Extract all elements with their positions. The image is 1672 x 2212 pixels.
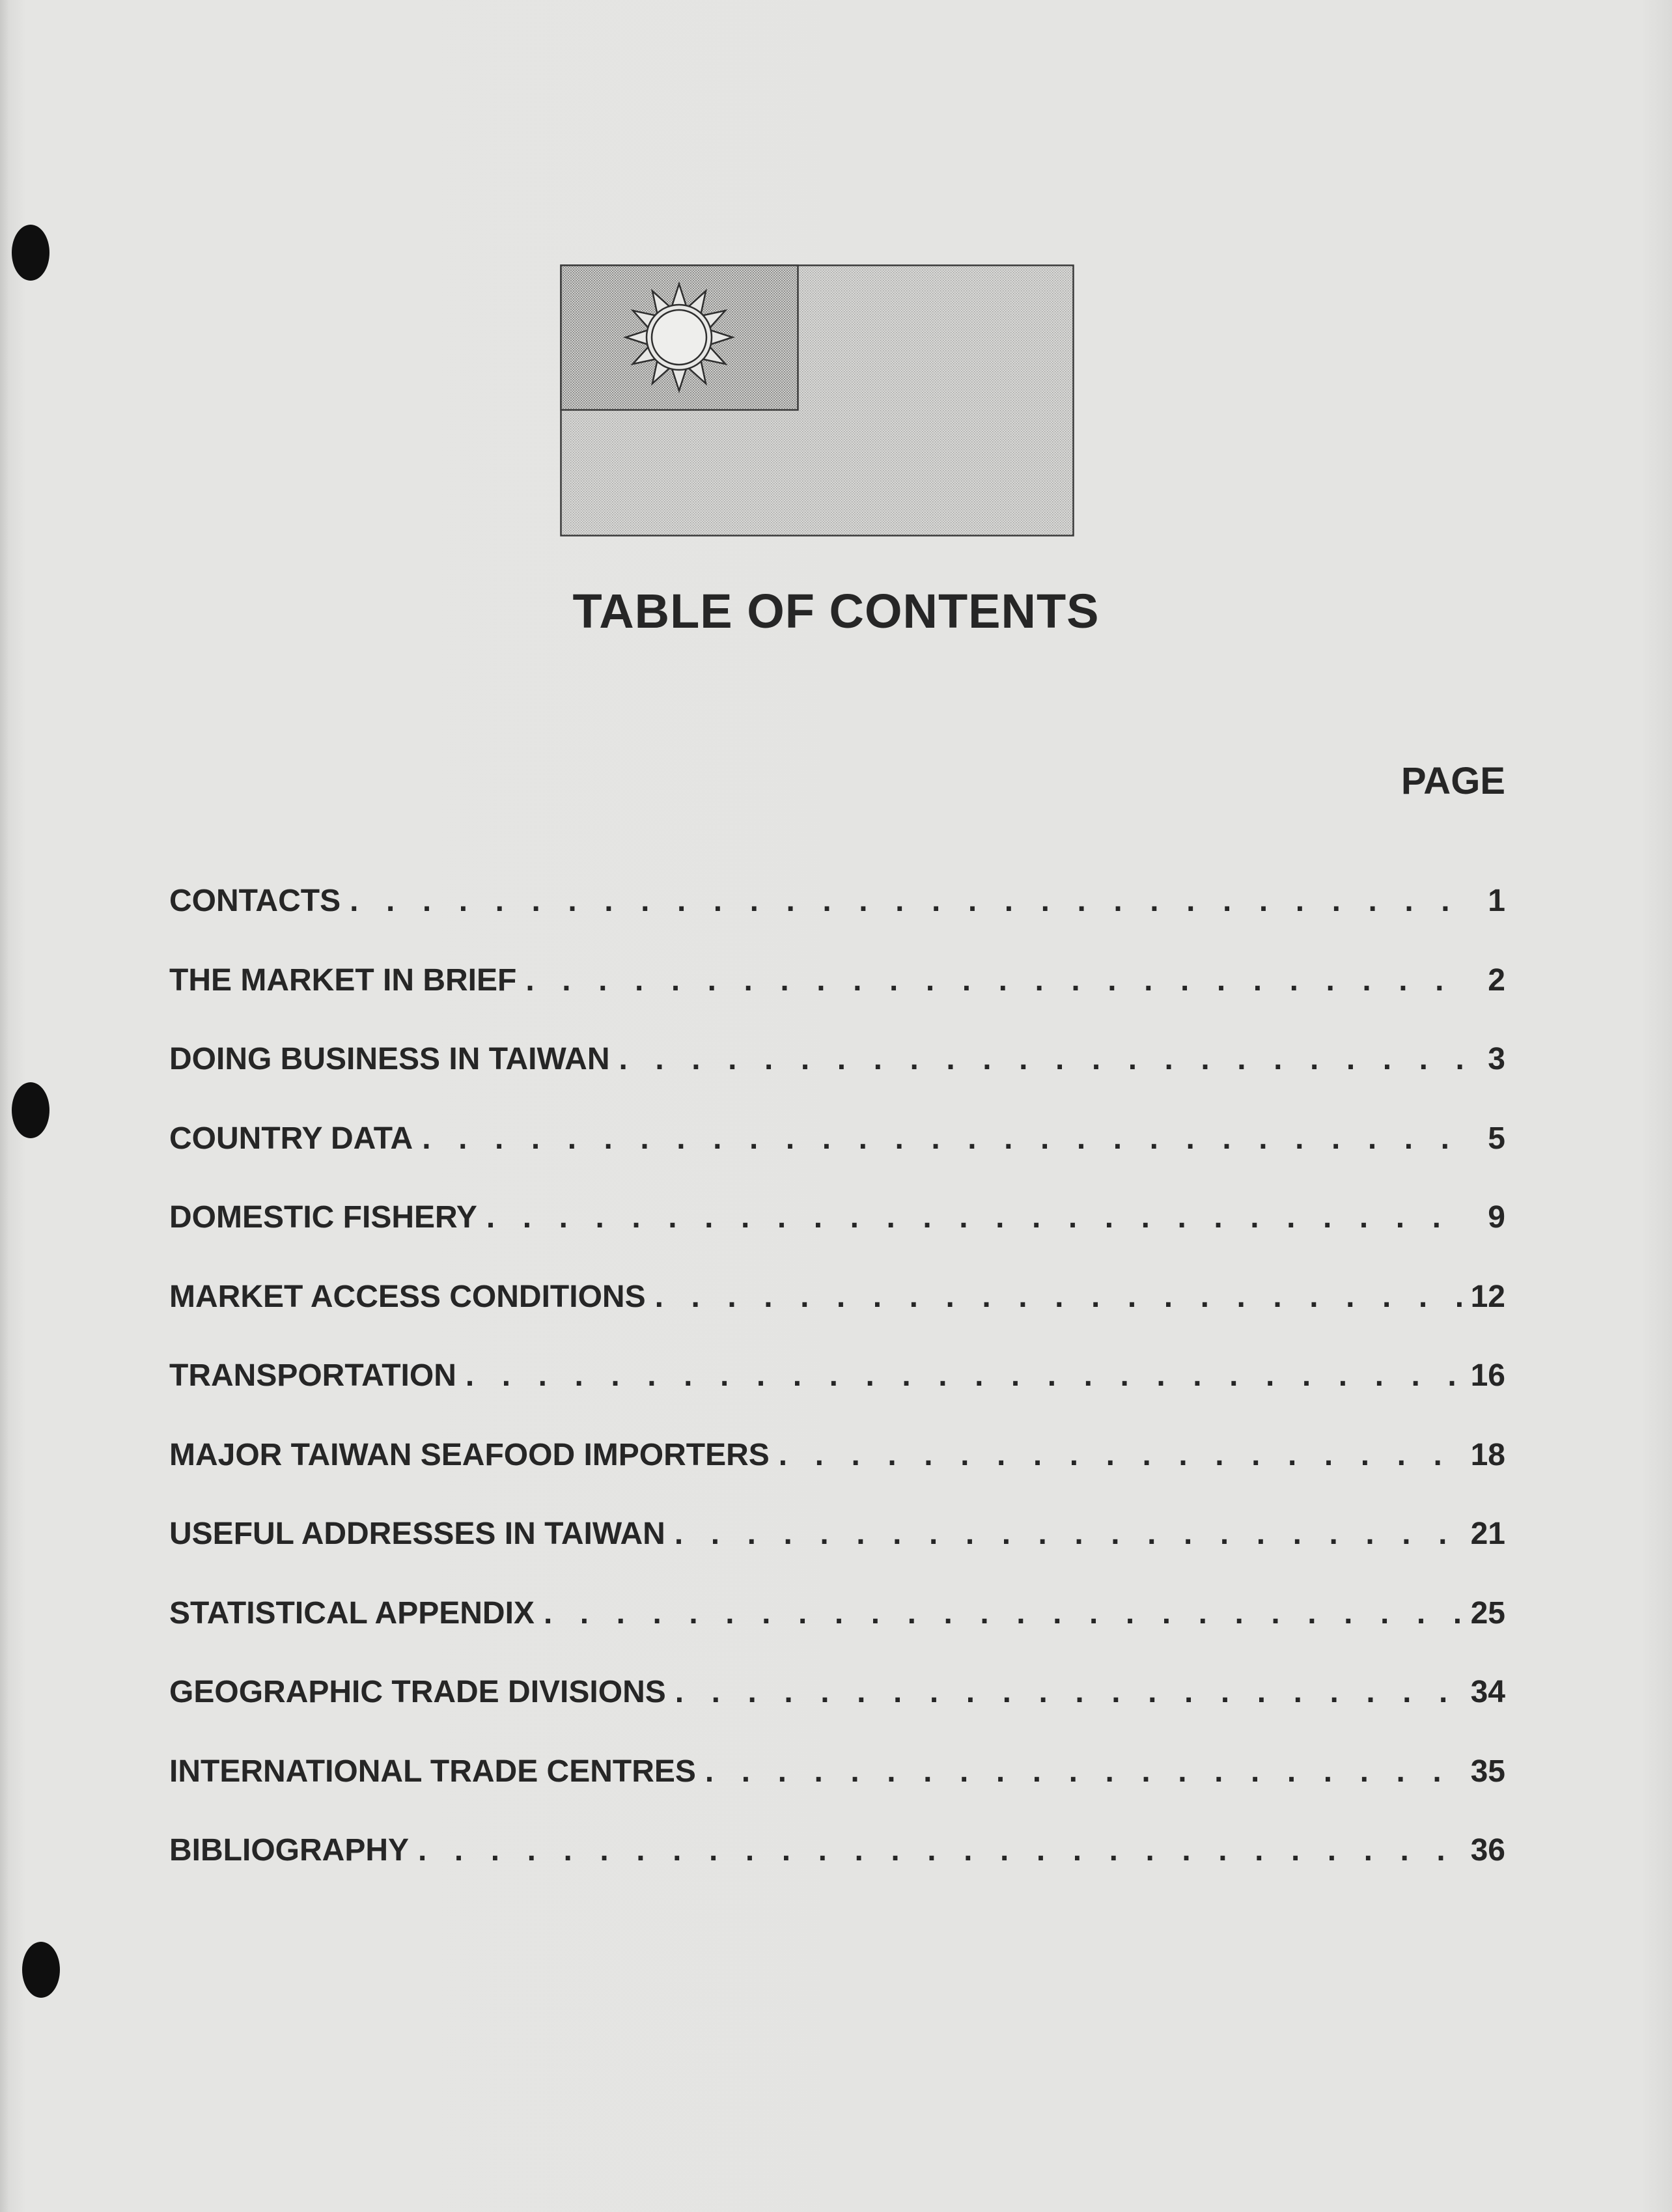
punch-hole-top <box>12 225 49 281</box>
dot-leader <box>350 883 1470 919</box>
toc-entry-page: 5 <box>1488 1121 1505 1156</box>
toc-entry <box>169 883 1505 962</box>
toc-entry-label: THE MARKET IN BRIEF <box>169 962 517 998</box>
toc-entry <box>169 1754 1505 1833</box>
toc-entry <box>169 1832 1505 1912</box>
toc-entry-label: USEFUL ADDRESSES IN TAIWAN <box>169 1517 665 1551</box>
dot-leader <box>705 1754 1462 1789</box>
toc-entry <box>169 1279 1505 1358</box>
toc-entry-page: 3 <box>1488 1042 1505 1076</box>
toc-entry-page: 25 <box>1470 1595 1505 1631</box>
toc-entry <box>169 1121 1505 1200</box>
toc-entry <box>169 1595 1505 1675</box>
punch-hole-middle <box>12 1082 49 1138</box>
punch-hole-bottom <box>22 1942 60 1998</box>
toc-entry <box>169 1437 1505 1517</box>
dot-leader <box>655 1279 1462 1315</box>
toc-entry <box>169 962 1505 1042</box>
dot-leader <box>466 1358 1462 1393</box>
dot-leader <box>675 1516 1462 1552</box>
toc-entry-label: COUNTRY DATA <box>169 1121 413 1156</box>
dot-leader <box>422 1121 1470 1156</box>
toc-entry-page: 2 <box>1488 962 1505 998</box>
toc-entry-label: MARKET ACCESS CONDITIONS <box>169 1279 646 1314</box>
toc-entry-label: MAJOR TAIWAN SEAFOOD IMPORTERS <box>169 1437 770 1472</box>
toc-entry-page: 21 <box>1470 1517 1505 1551</box>
dot-leader <box>675 1674 1462 1710</box>
toc-entry-label: TRANSPORTATION <box>169 1358 456 1393</box>
toc-entry-page: 16 <box>1470 1358 1505 1393</box>
taiwan-flag-icon <box>560 264 1074 537</box>
dot-leader <box>486 1199 1470 1235</box>
page-column-header: PAGE <box>1400 760 1505 802</box>
toc-entry <box>169 1516 1505 1595</box>
toc-entry-page: 34 <box>1470 1675 1505 1709</box>
dot-leader <box>544 1595 1462 1631</box>
toc-entry-label: CONTACTS <box>169 884 341 918</box>
dot-leader <box>525 962 1470 998</box>
toc-entry-label: DOING BUSINESS IN TAIWAN <box>169 1042 610 1076</box>
toc-entry <box>169 1358 1505 1437</box>
toc-entry <box>169 1199 1505 1279</box>
toc-entry-label: INTERNATIONAL TRADE CENTRES <box>169 1754 696 1789</box>
toc-entry-label: DOMESTIC FISHERY <box>169 1200 477 1235</box>
page-title: TABLE OF CONTENTS <box>572 584 1100 638</box>
toc-entry-page: 1 <box>1488 884 1505 918</box>
toc-entry-page: 12 <box>1470 1279 1505 1314</box>
toc-entry <box>169 1674 1505 1754</box>
dot-leader <box>779 1437 1462 1473</box>
toc-entry-page: 35 <box>1470 1754 1505 1789</box>
toc-entry <box>169 1041 1505 1121</box>
toc-entry-label: STATISTICAL APPENDIX <box>169 1595 535 1631</box>
table-of-contents <box>169 883 1505 1912</box>
toc-entry-label: GEOGRAPHIC TRADE DIVISIONS <box>169 1675 666 1709</box>
dot-leader <box>619 1041 1470 1077</box>
toc-entry-page: 36 <box>1470 1833 1505 1868</box>
toc-entry-label: BIBLIOGRAPHY <box>169 1833 410 1868</box>
toc-entry-page: 18 <box>1470 1437 1505 1472</box>
toc-entry-page: 9 <box>1488 1200 1505 1235</box>
dot-leader <box>418 1832 1462 1868</box>
